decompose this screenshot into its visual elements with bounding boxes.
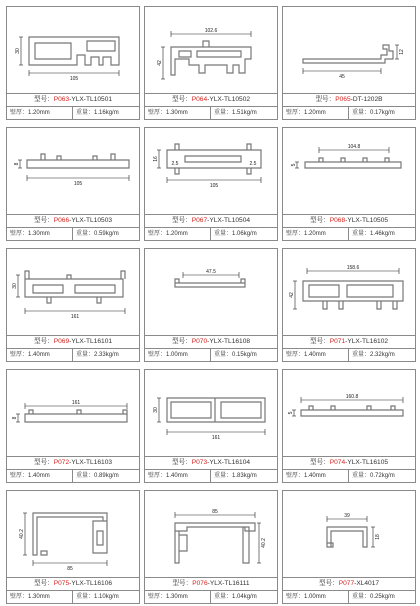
profile-drawing: [283, 491, 415, 577]
weight-cell: [349, 470, 415, 482]
dimension-label: 2.5: [171, 161, 179, 167]
model-number-row: [7, 577, 139, 590]
profile-cross-section: [7, 128, 139, 214]
weight-value: 0.59kg/m: [94, 231, 119, 237]
spec-row: [283, 106, 415, 119]
profile-card: [144, 127, 278, 241]
weight-label: 重量：: [76, 110, 95, 116]
wall-thickness-cell: [7, 228, 73, 240]
dimension-label: 85: [212, 509, 218, 515]
profile-drawing: [145, 491, 277, 577]
weight-value: 1.16kg/m: [94, 110, 119, 116]
wall-thickness-value: 1.20mm: [28, 110, 50, 116]
weight-value: 1.46kg/m: [370, 231, 395, 237]
wall-thickness-label: 壁厚：: [286, 352, 305, 358]
model-code: P065: [335, 96, 351, 103]
model-series: -YLX-TL10504: [207, 217, 251, 224]
profile-drawing: [7, 128, 139, 214]
weight-value: 0.15kg/m: [232, 352, 257, 358]
model-number-row: [145, 577, 277, 590]
wall-thickness-cell: [7, 470, 73, 482]
profile-cross-section: [283, 249, 415, 335]
model-code: P072: [53, 459, 70, 466]
weight-cell: [211, 349, 277, 361]
dimension-label: 105: [209, 183, 219, 189]
profile-cross-section: [283, 128, 415, 214]
spec-row: [283, 590, 415, 603]
profile-card: [282, 127, 416, 241]
wall-thickness-cell: [7, 349, 73, 361]
model-number-row: [145, 335, 277, 348]
wall-thickness-cell: [283, 591, 349, 603]
model-series: -YLX-TL16108: [207, 338, 251, 345]
spec-row: [283, 227, 415, 240]
wall-thickness-value: 1.40mm: [304, 473, 326, 479]
profile-drawing: [283, 128, 415, 214]
model-code: P069: [53, 338, 70, 345]
wall-thickness-value: 1.40mm: [28, 473, 50, 479]
spec-row: [145, 348, 277, 361]
dimension-label: 39: [344, 513, 350, 519]
wall-thickness-value: 1.30mm: [28, 594, 50, 600]
dimension-label: 12: [399, 49, 405, 55]
weight-value: 1.83kg/m: [232, 473, 257, 479]
wall-thickness-cell: [283, 349, 349, 361]
dimension-label: 161: [71, 400, 81, 406]
wall-thickness-value: 1.20mm: [304, 231, 326, 237]
model-label: 型号：: [33, 217, 54, 224]
model-series: -YLX-TL16102: [345, 338, 389, 345]
wall-thickness-cell: [145, 470, 211, 482]
weight-value: 1.06kg/m: [232, 231, 257, 237]
profile-card: [6, 369, 140, 483]
profile-card: [6, 6, 140, 120]
spec-row: [7, 106, 139, 119]
model-series: -YLX-TL10503: [69, 217, 113, 224]
spec-row: [145, 106, 277, 119]
weight-cell: [349, 228, 415, 240]
dimension-label: 42: [157, 60, 163, 66]
wall-thickness-label: 壁厚：: [286, 473, 305, 479]
model-number-row: [283, 93, 415, 106]
profile-cross-section: [145, 7, 277, 93]
dimension-label: 161: [70, 314, 80, 320]
model-number-row: [7, 456, 139, 469]
profile-drawing: [7, 249, 139, 335]
wall-thickness-label: 壁厚：: [10, 110, 29, 116]
profile-cross-section: [7, 491, 139, 577]
model-series: -YLX-TL16104: [207, 459, 251, 466]
wall-thickness-label: 壁厚：: [10, 473, 29, 479]
wall-thickness-label: 壁厚：: [148, 594, 167, 600]
profile-drawing: [283, 370, 415, 456]
profile-cross-section: [145, 370, 277, 456]
weight-cell: [73, 349, 139, 361]
wall-thickness-cell: [283, 228, 349, 240]
model-series: -YLX-TL16106: [69, 580, 113, 587]
profile-card: [282, 6, 416, 120]
model-series: -YLX-TL16103: [69, 459, 113, 466]
model-label: 型号：: [318, 580, 339, 587]
profile-drawing: [145, 370, 277, 456]
model-series: -YLX-TL16111: [207, 580, 250, 587]
weight-label: 重量：: [76, 594, 95, 600]
profile-cross-section: [145, 128, 277, 214]
wall-thickness-label: 壁厚：: [148, 473, 167, 479]
model-label: 型号：: [33, 459, 54, 466]
model-code: P064: [191, 96, 208, 103]
dimension-label: 40.2: [261, 538, 267, 548]
wall-thickness-label: 壁厚：: [148, 110, 167, 116]
weight-cell: [73, 107, 139, 119]
dimension-label: 40.2: [19, 529, 25, 539]
wall-thickness-label: 壁厚：: [10, 594, 29, 600]
profile-drawing: [7, 491, 139, 577]
model-number-row: [283, 456, 415, 469]
dimension-label: 47.5: [206, 269, 216, 275]
weight-value: 0.17kg/m: [370, 110, 395, 116]
model-code: P077: [338, 580, 355, 587]
profile-drawing: [7, 370, 139, 456]
model-number-row: [283, 214, 415, 227]
dimension-label: 45: [339, 74, 345, 80]
profile-drawing: [7, 7, 139, 93]
weight-cell: [211, 470, 277, 482]
weight-label: 重量：: [352, 231, 371, 237]
spec-row: [7, 590, 139, 603]
wall-thickness-label: 壁厚：: [286, 231, 305, 237]
weight-label: 重量：: [352, 110, 371, 116]
dimension-label: 8: [12, 416, 18, 420]
weight-label: 重量：: [76, 352, 95, 358]
model-code: P066: [53, 217, 70, 224]
profile-cross-section: [283, 7, 415, 93]
model-number-row: [145, 456, 277, 469]
model-code: P075: [53, 580, 70, 587]
model-label: 型号：: [309, 338, 330, 345]
dimension-label: 30: [15, 48, 21, 54]
weight-cell: [73, 228, 139, 240]
model-label: 型号：: [315, 96, 336, 103]
model-number-row: [7, 335, 139, 348]
model-series: -YLX-TL10505: [345, 217, 389, 224]
profile-card: [282, 248, 416, 362]
weight-value: 0.25kg/m: [370, 594, 395, 600]
profile-cross-section: [7, 370, 139, 456]
weight-cell: [73, 470, 139, 482]
model-code: P074: [329, 459, 346, 466]
spec-row: [7, 469, 139, 482]
wall-thickness-value: 1.40mm: [304, 352, 326, 358]
wall-thickness-label: 壁厚：: [148, 352, 167, 358]
weight-label: 重量：: [352, 473, 371, 479]
profile-card: [6, 248, 140, 362]
profile-card: [6, 127, 140, 241]
model-code: P068: [329, 217, 346, 224]
dimension-label: 30: [12, 283, 18, 289]
wall-thickness-cell: [7, 107, 73, 119]
wall-thickness-value: 1.40mm: [166, 473, 188, 479]
weight-cell: [349, 349, 415, 361]
profile-cross-section: [145, 249, 277, 335]
weight-value: 2.32kg/m: [370, 352, 395, 358]
weight-value: 1.51kg/m: [232, 110, 257, 116]
wall-thickness-cell: [283, 470, 349, 482]
model-label: 型号：: [33, 96, 54, 103]
dimension-label: 105: [73, 181, 83, 187]
spec-row: [7, 227, 139, 240]
model-code: P067: [191, 217, 208, 224]
weight-cell: [211, 107, 277, 119]
model-label: 型号：: [171, 217, 192, 224]
model-number-row: [7, 214, 139, 227]
model-code: P073: [191, 459, 208, 466]
weight-label: 重量：: [214, 594, 233, 600]
weight-value: 0.72kg/m: [370, 473, 395, 479]
weight-cell: [211, 591, 277, 603]
profile-card: [144, 248, 278, 362]
model-label: 型号：: [171, 338, 192, 345]
dimension-label: 5: [288, 411, 294, 415]
model-code: P071: [329, 338, 346, 345]
profile-card: [6, 490, 140, 604]
model-label: 型号：: [309, 459, 330, 466]
weight-label: 重量：: [214, 473, 233, 479]
weight-value: 1.10kg/m: [94, 594, 119, 600]
wall-thickness-value: 1.20mm: [304, 110, 326, 116]
dimension-label: 158.6: [346, 265, 360, 271]
model-number-row: [283, 335, 415, 348]
dimension-label: 102.6: [204, 28, 218, 34]
spec-row: [145, 469, 277, 482]
profile-drawing: [283, 249, 415, 335]
wall-thickness-label: 壁厚：: [10, 231, 29, 237]
dimension-label: 30: [153, 407, 159, 413]
model-number-row: [7, 93, 139, 106]
dimension-label: 18: [375, 534, 381, 540]
profile-drawing: [145, 7, 277, 93]
wall-thickness-label: 壁厚：: [286, 110, 305, 116]
profile-cross-section: [283, 491, 415, 577]
weight-label: 重量：: [76, 473, 95, 479]
model-label: 型号：: [171, 459, 192, 466]
profile-card: [144, 369, 278, 483]
model-series: -DT-1202B: [350, 96, 383, 103]
dimension-label: 8: [14, 162, 20, 166]
model-number-row: [283, 577, 415, 590]
dimension-label: 42: [289, 292, 295, 298]
profile-cross-section: [7, 7, 139, 93]
profile-card: [144, 490, 278, 604]
model-number-row: [145, 93, 277, 106]
model-label: 型号：: [172, 580, 193, 587]
model-label: 型号：: [33, 580, 54, 587]
wall-thickness-label: 壁厚：: [10, 352, 29, 358]
model-series: -YLX-TL10502: [207, 96, 251, 103]
profile-cross-section: [7, 249, 139, 335]
dimension-label: 161: [211, 435, 221, 441]
wall-thickness-value: 1.00mm: [166, 352, 188, 358]
model-code: P070: [191, 338, 208, 345]
spec-row: [7, 348, 139, 361]
model-code: P076: [192, 580, 208, 587]
profile-card: [144, 6, 278, 120]
model-number-row: [145, 214, 277, 227]
dimension-label: 105: [69, 76, 79, 82]
weight-label: 重量：: [352, 352, 371, 358]
spec-row: [283, 348, 415, 361]
wall-thickness-value: 1.00mm: [304, 594, 326, 600]
wall-thickness-cell: [283, 107, 349, 119]
dimension-label: 16: [153, 156, 159, 162]
dimension-label: 85: [67, 566, 73, 572]
profile-drawing: [145, 128, 277, 214]
wall-thickness-cell: [7, 591, 73, 603]
spec-row: [145, 227, 277, 240]
wall-thickness-value: 1.30mm: [28, 231, 50, 237]
wall-thickness-label: 壁厚：: [286, 594, 305, 600]
weight-cell: [349, 591, 415, 603]
profile-drawing: [283, 7, 415, 93]
model-series: -YLX-TL16101: [69, 338, 113, 345]
weight-cell: [211, 228, 277, 240]
model-label: 型号：: [33, 338, 54, 345]
model-label: 型号：: [309, 217, 330, 224]
wall-thickness-cell: [145, 228, 211, 240]
wall-thickness-value: 1.20mm: [166, 231, 188, 237]
dimension-label: 5: [291, 163, 297, 167]
spec-row: [283, 469, 415, 482]
profile-card: [282, 490, 416, 604]
wall-thickness-label: 壁厚：: [148, 231, 167, 237]
wall-thickness-value: 1.30mm: [166, 594, 188, 600]
weight-label: 重量：: [214, 110, 233, 116]
spec-row: [145, 590, 277, 603]
wall-thickness-value: 1.30mm: [166, 110, 188, 116]
model-label: 型号：: [171, 96, 192, 103]
weight-value: 0.89kg/m: [94, 473, 119, 479]
weight-cell: [349, 107, 415, 119]
profile-cross-section: [145, 491, 277, 577]
model-series: -XL4017: [354, 580, 380, 587]
model-series: -YLX-TL10501: [69, 96, 113, 103]
dimension-label: 104.8: [347, 144, 361, 150]
wall-thickness-cell: [145, 349, 211, 361]
wall-thickness-cell: [145, 107, 211, 119]
profile-cross-section: [283, 370, 415, 456]
weight-cell: [73, 591, 139, 603]
dimension-label: 2.5: [249, 161, 257, 167]
profile-card: [282, 369, 416, 483]
wall-thickness-value: 1.40mm: [28, 352, 50, 358]
weight-value: 2.33kg/m: [94, 352, 119, 358]
model-code: P063: [53, 96, 70, 103]
weight-label: 重量：: [214, 231, 233, 237]
weight-label: 重量：: [352, 594, 371, 600]
dimension-label: 160.8: [345, 394, 359, 400]
wall-thickness-cell: [145, 591, 211, 603]
model-series: -YLX-TL16105: [345, 459, 389, 466]
weight-label: 重量：: [76, 231, 95, 237]
weight-value: 1.04kg/m: [232, 594, 257, 600]
weight-label: 重量：: [214, 352, 233, 358]
profile-drawing: [145, 249, 277, 335]
